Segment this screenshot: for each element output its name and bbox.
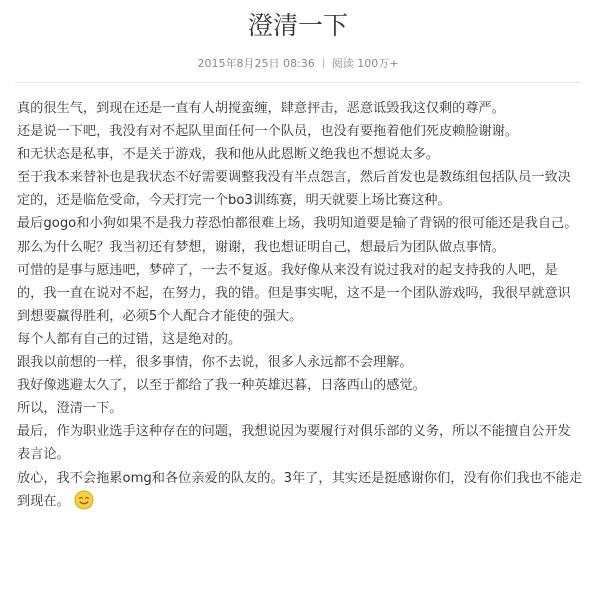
paragraph: 和无状态是私事，不是关于游戏，我和他从此恩断义绝我也不想说太多。 bbox=[17, 147, 439, 163]
article-title: 澄清一下 bbox=[247, 11, 348, 40]
paragraph: 真的很生气，到现在还是一直有人胡搅蛮缠，肆意抨击，恶意诋毁我这仅剩的尊严。 bbox=[17, 101, 505, 116]
meta-separator bbox=[323, 58, 324, 68]
read-count: 阅读 100万+ bbox=[331, 57, 399, 70]
smiley-icon bbox=[74, 490, 94, 510]
paragraph: 跟我以前想的一样，很多事情，你不去说，很多人永远都不会理解。 bbox=[17, 355, 413, 371]
paragraph: 那么为什么呢？我当初还有梦想，谢谢，我也想证明自己，想最后为团队做点事情。 bbox=[17, 239, 505, 255]
paragraph-last bbox=[17, 467, 583, 513]
article-meta bbox=[0, 57, 596, 71]
article-body bbox=[17, 97, 583, 513]
paragraph: 所以，澄清一下。 bbox=[17, 401, 123, 417]
header-divider bbox=[15, 82, 581, 83]
paragraph-last-text: 放心，我不会拖累omg和各位亲爱的队友的。3年了，其实还是挺感谢你们，没有你们我也不能走到现在。 bbox=[17, 470, 583, 509]
paragraph: 最后gogo和小狗如果不是我力荐恐怕都很难上场，我明知道要是输了背锅的很可能还是我自己。 bbox=[17, 216, 578, 232]
paragraph: 我好像逃避太久了，以至于都给了我一种英雄迟暮，日落西山的感觉。 bbox=[17, 378, 426, 394]
paragraph: 最后，作为职业选手这种存在的问题，我想说因为要履行对俱乐部的义务，所以不能擅自公开发表言论。 bbox=[17, 424, 571, 463]
publish-date: 2015年8月25日 08:36 bbox=[197, 57, 315, 70]
paragraph: 还是说一下吧，我没有对不起队里面任何一个队员，也没有要拖着他们死皮赖脸谢谢。 bbox=[17, 124, 519, 140]
paragraph: 每个人都有自己的过错，这是绝对的。 bbox=[17, 331, 242, 347]
paragraph: 可惜的是事与愿违吧，梦碎了，一去不复返。我好像从来没有说过我对的起支持我的人吧，是的，我一直在说对不起，在努力，我的错。但是事实呢，这不是一个团队游戏吗，我很早就意识到想要赢得胜利，必须5个人配合才能使的强大。 bbox=[17, 262, 571, 324]
paragraph: 至于我本来替补也是我状态不好需要调整我没有半点怨言，然后首发也是教练组包括队员一致决定的，还是临危受命，今天打完一个bo3训练赛，明天就要上场比赛这种。 bbox=[17, 170, 571, 209]
